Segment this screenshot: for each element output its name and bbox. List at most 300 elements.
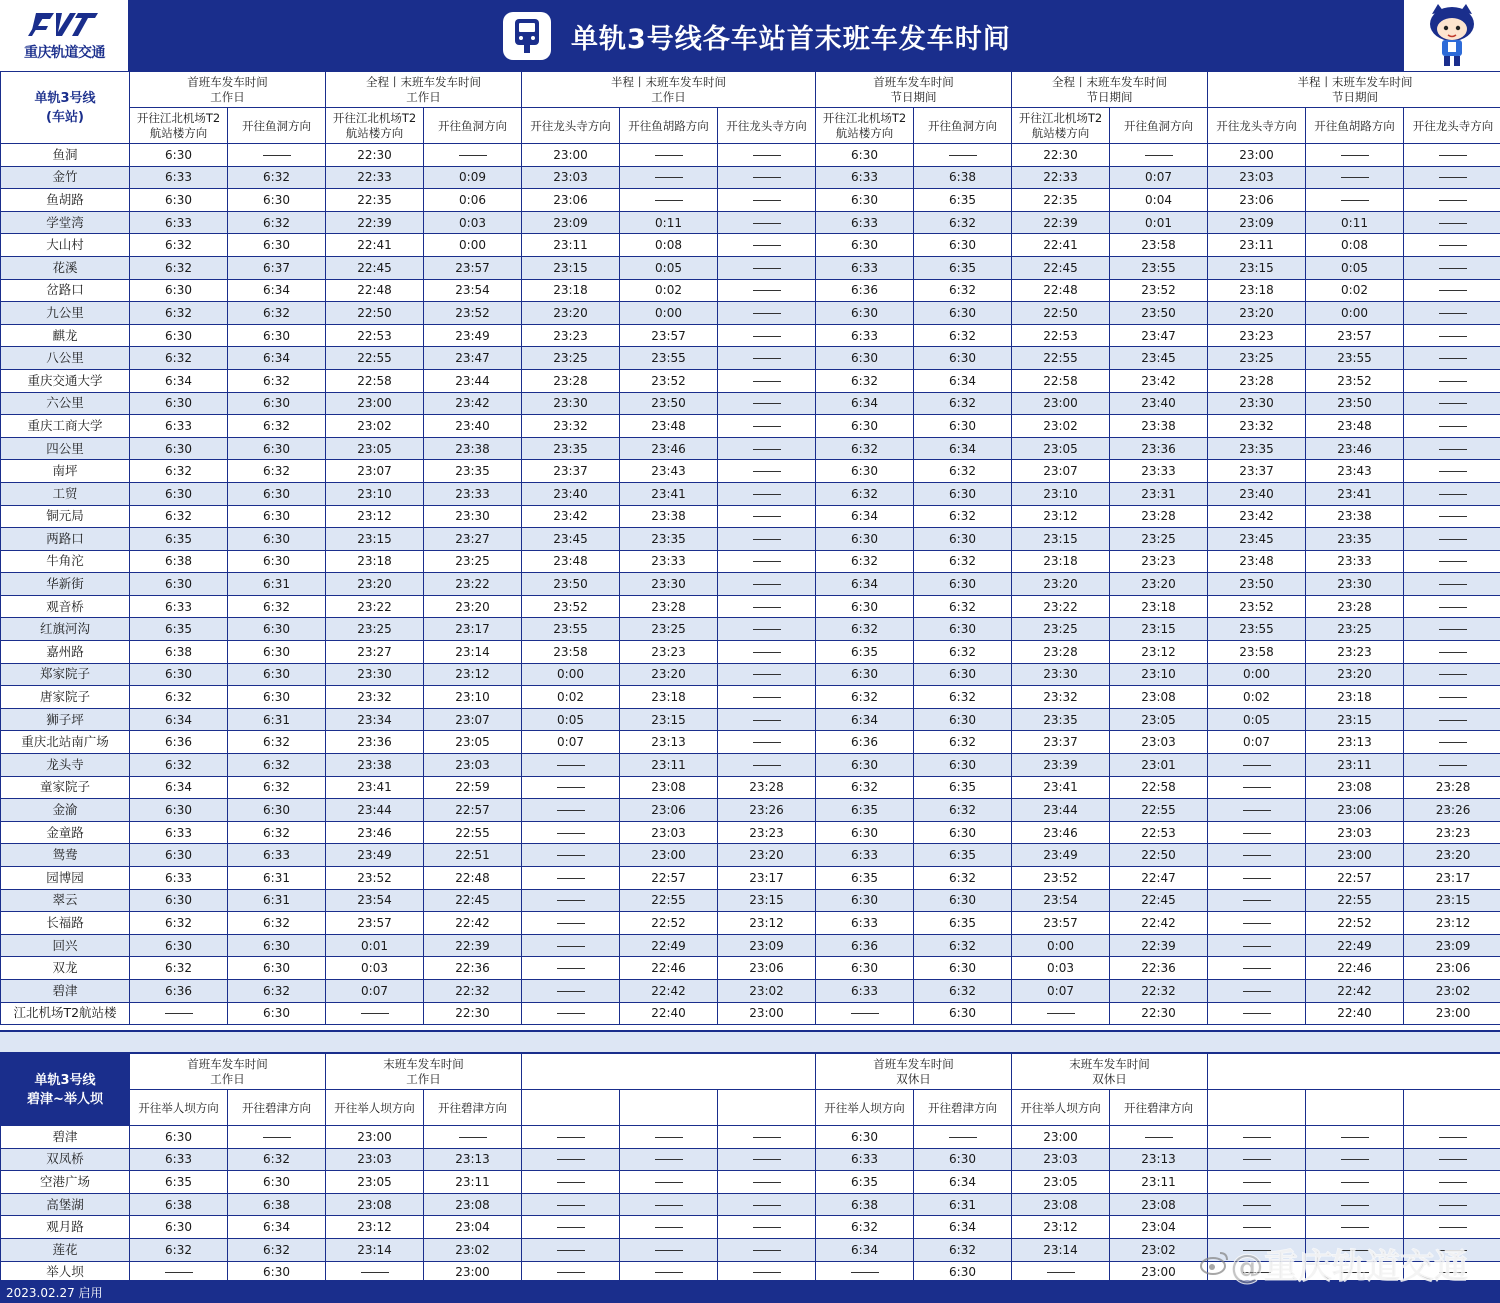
time-cell: 6:30 (914, 1002, 1012, 1025)
time-cell: 22:55 (1306, 889, 1404, 912)
direction-header: 开往鱼洞方向 (1110, 108, 1208, 144)
station-name: 碧津 (1, 979, 130, 1002)
table-row (1, 234, 1500, 257)
time-cell: 22:39 (1012, 211, 1110, 234)
time-cell: 23:18 (1012, 550, 1110, 573)
no-service-dash (1341, 1205, 1369, 1206)
no-service-dash (753, 403, 781, 404)
time-cell: 22:48 (326, 279, 424, 302)
time-cell (1208, 776, 1306, 799)
time-cell (718, 1216, 816, 1239)
no-service-dash (1439, 290, 1467, 291)
time-cell: 23:43 (1306, 460, 1404, 483)
no-service-dash (655, 1137, 683, 1138)
time-cell: 23:25 (424, 550, 522, 573)
time-cell: 23:25 (1110, 528, 1208, 551)
time-cell: 23:55 (1110, 256, 1208, 279)
time-cell: 23:28 (1306, 595, 1404, 618)
time-cell (1404, 1216, 1500, 1239)
time-cell: 6:30 (816, 144, 914, 167)
time-cell: 22:50 (326, 302, 424, 325)
no-service-dash (361, 1013, 389, 1014)
time-cell: 6:30 (228, 1171, 326, 1194)
time-cell (1404, 1171, 1500, 1194)
time-cell: 23:30 (522, 392, 620, 415)
station-name: 郑家院子 (1, 663, 130, 686)
no-service-dash (1243, 1159, 1271, 1160)
time-cell: 23:11 (1306, 754, 1404, 777)
no-service-dash (753, 674, 781, 675)
time-cell: 23:18 (1306, 686, 1404, 709)
time-cell: 23:42 (1110, 369, 1208, 392)
no-service-dash (557, 1159, 585, 1160)
station-name: 两路口 (1, 528, 130, 551)
time-cell: 6:34 (228, 347, 326, 370)
no-service-dash (1439, 155, 1467, 156)
time-cell: 22:36 (424, 957, 522, 980)
time-cell: 23:13 (424, 1148, 522, 1171)
time-cell: 6:34 (816, 573, 914, 596)
time-cell (522, 912, 620, 935)
time-cell: 23:46 (326, 821, 424, 844)
time-cell: 6:32 (228, 415, 326, 438)
time-cell: 23:12 (326, 1216, 424, 1239)
time-cell: 6:30 (130, 1216, 228, 1239)
time-cell: 23:05 (1012, 437, 1110, 460)
no-service-dash (1243, 1013, 1271, 1014)
time-cell: 6:30 (228, 550, 326, 573)
time-cell (1404, 686, 1500, 709)
time-cell (522, 1193, 620, 1216)
time-cell: 22:30 (1110, 1002, 1208, 1025)
time-cell: 6:32 (228, 912, 326, 935)
time-cell: 0:02 (1306, 279, 1404, 302)
no-service-dash (753, 155, 781, 156)
no-service-dash (655, 177, 683, 178)
time-cell (1208, 1126, 1306, 1149)
time-cell: 0:00 (620, 302, 718, 325)
time-cell: 6:31 (228, 889, 326, 912)
time-cell: 6:30 (228, 505, 326, 528)
time-cell: 6:34 (816, 708, 914, 731)
time-cell (1404, 573, 1500, 596)
time-cell: 0:01 (326, 934, 424, 957)
no-service-dash (1439, 652, 1467, 653)
time-cell (1208, 821, 1306, 844)
station-name: 学堂湾 (1, 211, 130, 234)
time-cell: 23:00 (1012, 1126, 1110, 1149)
time-cell: 6:35 (130, 528, 228, 551)
time-cell: 6:30 (914, 618, 1012, 641)
time-cell: 6:33 (816, 324, 914, 347)
time-cell: 6:32 (816, 1216, 914, 1239)
no-service-dash (1243, 787, 1271, 788)
time-cell: 6:33 (130, 415, 228, 438)
no-service-dash (1439, 765, 1467, 766)
time-cell (1404, 437, 1500, 460)
no-service-dash (655, 155, 683, 156)
time-cell: 23:41 (326, 776, 424, 799)
time-cell: 6:31 (914, 1193, 1012, 1216)
time-cell: 22:51 (424, 844, 522, 867)
station-name: 莲花 (1, 1238, 130, 1261)
time-cell: 23:11 (424, 1171, 522, 1194)
direction-header: 开往碧津方向 (424, 1090, 522, 1126)
time-cell (228, 144, 326, 167)
table-row (1, 550, 1500, 573)
no-service-dash (1439, 177, 1467, 178)
time-cell (718, 754, 816, 777)
time-cell: 6:33 (130, 1148, 228, 1171)
station-name: 花溪 (1, 256, 130, 279)
time-cell (522, 1002, 620, 1025)
time-cell: 6:30 (130, 1126, 228, 1149)
time-cell: 23:02 (326, 415, 424, 438)
time-cell: 0:03 (424, 211, 522, 234)
no-service-dash (949, 1137, 977, 1138)
time-cell: 23:09 (1404, 934, 1500, 957)
watermark-text: @重庆轨道交通 (1230, 1246, 1468, 1287)
table-row (1, 528, 1500, 551)
station-name: 工贸 (1, 482, 130, 505)
time-cell: 0:01 (1110, 211, 1208, 234)
time-cell: 6:33 (130, 211, 228, 234)
time-cell: 23:20 (1012, 573, 1110, 596)
time-cell: 6:32 (130, 302, 228, 325)
no-service-dash (1439, 449, 1467, 450)
no-service-dash (1243, 878, 1271, 879)
no-service-dash (1439, 1137, 1467, 1138)
time-cell: 23:14 (326, 1238, 424, 1261)
time-cell: 23:03 (326, 1148, 424, 1171)
no-service-dash (165, 1272, 193, 1273)
time-cell: 23:00 (620, 844, 718, 867)
group-header: 全程丨末班车发车时间 节日期间 (1012, 72, 1208, 108)
time-cell: 23:44 (1012, 799, 1110, 822)
time-cell: 0:06 (424, 189, 522, 212)
no-service-dash (753, 1137, 781, 1138)
no-service-dash (655, 1182, 683, 1183)
direction-header: 开往龙头寺方向 (1208, 108, 1306, 144)
time-cell (718, 1126, 816, 1149)
time-cell (718, 166, 816, 189)
time-cell: 23:42 (424, 392, 522, 415)
time-cell (718, 618, 816, 641)
time-cell (1306, 144, 1404, 167)
time-cell: 6:30 (914, 663, 1012, 686)
time-cell: 6:32 (228, 595, 326, 618)
direction-header (1404, 1090, 1500, 1126)
time-cell: 6:38 (228, 1193, 326, 1216)
time-cell (718, 528, 816, 551)
time-cell: 6:35 (130, 618, 228, 641)
no-service-dash (1439, 561, 1467, 562)
time-cell: 23:48 (1208, 550, 1306, 573)
time-cell: 6:30 (914, 573, 1012, 596)
time-cell: 6:34 (914, 437, 1012, 460)
time-cell (718, 144, 816, 167)
no-service-dash (1439, 674, 1467, 675)
time-cell: 22:57 (424, 799, 522, 822)
time-cell (522, 1126, 620, 1149)
no-service-dash (1341, 1182, 1369, 1183)
time-cell: 23:00 (326, 392, 424, 415)
time-cell: 23:06 (1306, 799, 1404, 822)
time-cell: 6:30 (914, 889, 1012, 912)
time-cell: 23:50 (522, 573, 620, 596)
time-cell: 6:36 (816, 731, 914, 754)
time-cell: 6:32 (130, 234, 228, 257)
direction-header: 开往江北机场T2 航站楼方向 (1012, 108, 1110, 144)
time-cell: 23:00 (1208, 144, 1306, 167)
no-service-dash (1439, 1159, 1467, 1160)
time-cell: 6:30 (816, 663, 914, 686)
time-cell (718, 1193, 816, 1216)
time-cell: 23:28 (1404, 776, 1500, 799)
time-cell: 6:32 (914, 460, 1012, 483)
time-cell: 6:38 (130, 641, 228, 664)
direction-header (1306, 1090, 1404, 1126)
time-cell: 6:38 (130, 1193, 228, 1216)
time-cell: 23:52 (1012, 867, 1110, 890)
no-service-dash (1439, 516, 1467, 517)
time-cell: 0:05 (1208, 708, 1306, 731)
time-cell: 6:32 (914, 979, 1012, 1002)
no-service-dash (1243, 1227, 1271, 1228)
table-row (1, 821, 1500, 844)
no-service-dash (1243, 810, 1271, 811)
time-cell: 23:00 (1110, 1261, 1208, 1284)
table-row (1, 708, 1500, 731)
time-cell: 23:11 (1110, 1171, 1208, 1194)
time-cell: 6:30 (914, 754, 1012, 777)
time-cell: 22:52 (1306, 912, 1404, 935)
time-cell: 23:28 (1110, 505, 1208, 528)
time-cell: 23:12 (326, 505, 424, 528)
time-cell: 6:30 (816, 1126, 914, 1149)
no-service-dash (557, 1013, 585, 1014)
time-cell: 6:32 (816, 369, 914, 392)
no-service-dash (949, 155, 977, 156)
time-cell: 6:32 (914, 324, 1012, 347)
time-cell (1208, 957, 1306, 980)
time-cell: 23:05 (326, 1171, 424, 1194)
time-cell (620, 1148, 718, 1171)
time-cell: 6:32 (228, 1148, 326, 1171)
time-cell: 23:52 (1110, 279, 1208, 302)
direction-header: 开往龙头寺方向 (1404, 108, 1500, 144)
time-cell (1404, 324, 1500, 347)
time-cell: 6:30 (816, 460, 914, 483)
time-cell: 23:40 (1110, 392, 1208, 415)
time-cell (620, 1216, 718, 1239)
time-cell: 23:20 (620, 663, 718, 686)
table-row (1, 211, 1500, 234)
time-cell: 22:58 (1110, 776, 1208, 799)
no-service-dash (1439, 539, 1467, 540)
table-row (1, 912, 1500, 935)
time-cell: 6:35 (130, 1171, 228, 1194)
time-cell: 0:07 (326, 979, 424, 1002)
time-cell (522, 844, 620, 867)
time-cell: 6:30 (130, 392, 228, 415)
time-cell: 6:32 (914, 550, 1012, 573)
time-cell: 6:34 (816, 392, 914, 415)
time-cell: 22:49 (1306, 934, 1404, 957)
time-cell: 23:12 (718, 912, 816, 935)
time-cell: 23:33 (1110, 460, 1208, 483)
time-cell: 23:22 (424, 573, 522, 596)
time-cell: 22:55 (326, 347, 424, 370)
time-cell: 23:49 (424, 324, 522, 347)
time-cell: 6:35 (816, 867, 914, 890)
table-row (1, 1002, 1500, 1025)
no-service-dash (557, 1272, 585, 1273)
time-cell: 23:40 (522, 482, 620, 505)
time-cell: 23:50 (1306, 392, 1404, 415)
no-service-dash (557, 787, 585, 788)
direction-header (620, 1090, 718, 1126)
no-service-dash (1439, 629, 1467, 630)
time-cell: 23:15 (620, 708, 718, 731)
group-header: 半程丨末班车发车时间 节日期间 (1208, 72, 1500, 108)
time-cell (620, 1193, 718, 1216)
time-cell: 23:52 (326, 867, 424, 890)
time-cell: 23:25 (1208, 347, 1306, 370)
branch-corner-label: 单轨3号线 碧津~举人坝 (1, 1054, 130, 1126)
no-service-dash (753, 607, 781, 608)
time-cell: 22:42 (620, 979, 718, 1002)
no-service-dash (1145, 155, 1173, 156)
time-cell: 23:03 (1110, 731, 1208, 754)
no-service-dash (1439, 607, 1467, 608)
time-cell (1404, 618, 1500, 641)
time-cell: 23:45 (522, 528, 620, 551)
time-cell (1404, 279, 1500, 302)
no-service-dash (557, 810, 585, 811)
time-cell: 22:45 (424, 889, 522, 912)
time-cell: 23:55 (1208, 618, 1306, 641)
time-cell: 6:33 (816, 256, 914, 279)
time-cell: 23:14 (1012, 1238, 1110, 1261)
time-cell: 23:02 (1012, 415, 1110, 438)
time-cell: 23:00 (1404, 1002, 1500, 1025)
time-cell (718, 415, 816, 438)
time-cell: 6:38 (816, 1193, 914, 1216)
time-cell (1404, 595, 1500, 618)
time-cell (522, 979, 620, 1002)
no-service-dash (753, 358, 781, 359)
time-cell: 23:26 (718, 799, 816, 822)
no-service-dash (1439, 720, 1467, 721)
direction-header: 开往碧津方向 (914, 1090, 1012, 1126)
station-name: 双龙 (1, 957, 130, 980)
time-cell (522, 934, 620, 957)
time-cell: 23:40 (424, 415, 522, 438)
time-cell: 6:38 (914, 166, 1012, 189)
time-cell: 23:54 (326, 889, 424, 912)
time-cell: 23:37 (1208, 460, 1306, 483)
time-cell (718, 1238, 816, 1261)
time-cell: 6:33 (130, 595, 228, 618)
time-cell: 6:34 (914, 1216, 1012, 1239)
time-cell: 23:23 (1404, 821, 1500, 844)
time-cell: 23:28 (1208, 369, 1306, 392)
direction-header: 开往举人坝方向 (816, 1090, 914, 1126)
time-cell: 6:33 (816, 844, 914, 867)
time-cell: 22:30 (326, 144, 424, 167)
direction-header: 开往鱼洞方向 (424, 108, 522, 144)
time-cell: 23:11 (1208, 234, 1306, 257)
time-cell: 6:30 (130, 799, 228, 822)
time-cell (1208, 754, 1306, 777)
no-service-dash (361, 1272, 389, 1273)
no-service-dash (1047, 1272, 1075, 1273)
time-cell: 23:55 (522, 618, 620, 641)
time-cell: 0:07 (522, 731, 620, 754)
time-cell: 22:42 (424, 912, 522, 935)
station-name: 鱼洞 (1, 144, 130, 167)
table-row (1, 1148, 1500, 1171)
table-row (1, 256, 1500, 279)
no-service-dash (1341, 200, 1369, 201)
time-cell: 23:28 (620, 595, 718, 618)
time-cell: 23:52 (522, 595, 620, 618)
time-cell: 22:39 (326, 211, 424, 234)
time-cell: 23:25 (326, 618, 424, 641)
time-cell: 22:33 (1012, 166, 1110, 189)
no-service-dash (557, 1250, 585, 1251)
time-cell: 6:36 (130, 731, 228, 754)
time-cell: 23:04 (1110, 1216, 1208, 1239)
no-service-dash (753, 1182, 781, 1183)
time-cell (1404, 482, 1500, 505)
group-header: 首班车发车时间 工作日 (130, 72, 326, 108)
time-cell: 23:39 (1012, 754, 1110, 777)
no-service-dash (753, 1272, 781, 1273)
time-cell: 23:28 (522, 369, 620, 392)
time-cell: 23:22 (326, 595, 424, 618)
time-cell (522, 889, 620, 912)
effective-date: 2023.02.27 启用 (6, 1286, 103, 1300)
time-cell (1306, 1126, 1404, 1149)
group-header: 半程丨末班车发车时间 工作日 (522, 72, 816, 108)
time-cell: 23:23 (620, 641, 718, 664)
time-cell: 0:11 (620, 211, 718, 234)
time-cell: 23:00 (718, 1002, 816, 1025)
time-cell (1110, 144, 1208, 167)
station-name: 九公里 (1, 302, 130, 325)
time-cell: 6:32 (914, 279, 1012, 302)
time-cell: 6:33 (228, 844, 326, 867)
time-cell: 23:15 (326, 528, 424, 551)
time-cell (1306, 1193, 1404, 1216)
time-cell: 6:30 (914, 347, 1012, 370)
time-cell (1110, 1126, 1208, 1149)
time-cell: 23:10 (424, 686, 522, 709)
time-cell: 6:32 (228, 821, 326, 844)
time-cell: 23:50 (1208, 573, 1306, 596)
time-cell (424, 1126, 522, 1149)
time-cell: 23:36 (326, 731, 424, 754)
no-service-dash (1243, 1182, 1271, 1183)
time-cell: 23:02 (718, 979, 816, 1002)
table-row (1, 889, 1500, 912)
time-cell: 23:23 (1208, 324, 1306, 347)
time-cell: 6:30 (228, 686, 326, 709)
time-cell: 23:57 (424, 256, 522, 279)
time-cell: 6:30 (228, 437, 326, 460)
